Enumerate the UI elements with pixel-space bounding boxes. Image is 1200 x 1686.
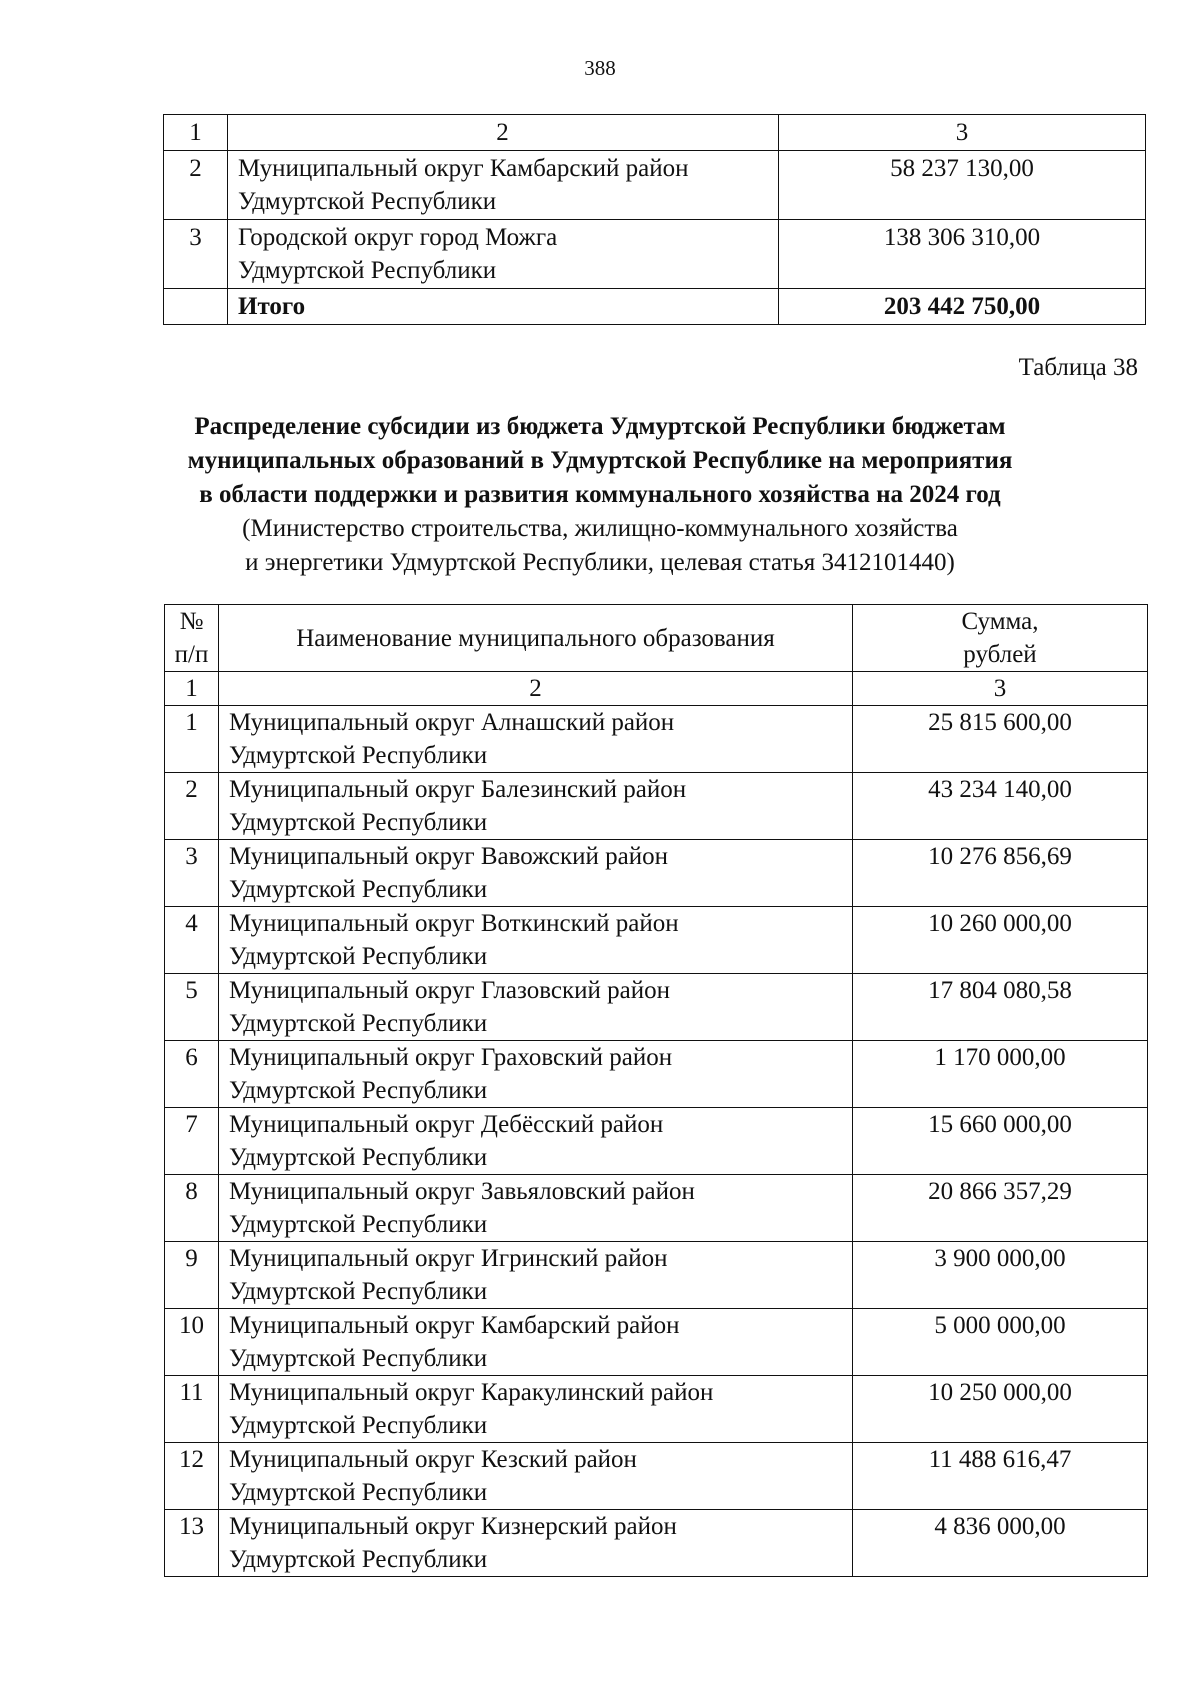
row-name-line1: Муниципальный округ Воткинский район: [229, 910, 679, 937]
col-num-1: 1: [165, 672, 219, 706]
row-number: 10: [165, 1309, 219, 1376]
row-name-line2: Удмуртской Республики: [229, 943, 488, 970]
row-name-line2: Удмуртской Республики: [229, 1077, 488, 1104]
row-number: 12: [165, 1443, 219, 1510]
row-name: [228, 220, 779, 289]
row-number: 6: [165, 1041, 219, 1108]
header-num-line1: №: [179, 608, 204, 635]
row-name-line2: Удмуртской Республики: [229, 1546, 488, 1573]
table-row: [165, 907, 1148, 974]
row-name-line2: Удмуртской Республики: [229, 1010, 488, 1037]
row-name-line1: Муниципальный округ Кезский район: [229, 1446, 637, 1473]
col-num-3: 3: [853, 672, 1148, 706]
table-row: [165, 1309, 1148, 1376]
header-amount: [853, 605, 1148, 672]
header-amount-line2: рублей: [963, 641, 1037, 668]
row-name-line1: Муниципальный округ Граховский район: [229, 1044, 673, 1071]
title-line-3: в области поддержки и развития коммунального хозяйства на 2024 год: [199, 481, 1001, 508]
table-row: [164, 151, 1146, 220]
title-line-5: и энергетики Удмуртской Республики, целевая статья 3412101440): [245, 549, 955, 576]
total-empty-cell: [164, 289, 228, 325]
row-name-line1: Муниципальный округ Завьяловский район: [229, 1178, 695, 1205]
row-name-line2: Удмуртской Республики: [229, 876, 488, 903]
row-amount: 4 836 000,00: [853, 1510, 1148, 1577]
table-row: [165, 1175, 1148, 1242]
row-name-line1: Городской округ город Можга: [238, 224, 558, 251]
row-name: [219, 1175, 853, 1242]
row-name-line2: Удмуртской Республики: [229, 1412, 488, 1439]
row-amount: 10 276 856,69: [853, 840, 1148, 907]
row-name-line2: Удмуртской Республики: [229, 742, 488, 769]
row-name-line1: Муниципальный округ Вавожский район: [229, 843, 669, 870]
row-amount: 25 815 600,00: [853, 706, 1148, 773]
total-label: Итого: [228, 289, 779, 325]
table-label: Таблица 38: [1018, 354, 1138, 381]
row-name-line2: Удмуртской Республики: [229, 1345, 488, 1372]
row-amount: 15 660 000,00: [853, 1108, 1148, 1175]
row-name-line1: Муниципальный округ Балезинский район: [229, 776, 687, 803]
row-name: [219, 706, 853, 773]
row-name: [219, 974, 853, 1041]
row-amount: 11 488 616,47: [853, 1443, 1148, 1510]
row-name-line1: Муниципальный округ Дебёсский район: [229, 1111, 664, 1138]
title-line-1: Распределение субсидии из бюджета Удмуртской Республики бюджетам: [194, 413, 1006, 440]
row-name-line2: Удмуртской Республики: [229, 1211, 488, 1238]
row-name: [228, 151, 779, 220]
row-amount: 10 260 000,00: [853, 907, 1148, 974]
row-number: 13: [165, 1510, 219, 1577]
row-name: [219, 907, 853, 974]
header-amount-line1: Сумма,: [961, 608, 1039, 635]
row-amount: 17 804 080,58: [853, 974, 1148, 1041]
table-row: [165, 1510, 1148, 1577]
row-name-line1: Муниципальный округ Каракулинский район: [229, 1379, 714, 1406]
row-name-line1: Муниципальный округ Камбарский район: [229, 1312, 680, 1339]
page-number: 388: [584, 56, 616, 80]
row-number: 1: [165, 706, 219, 773]
row-amount: 20 866 357,29: [853, 1175, 1148, 1242]
top-col-num-3: 3: [779, 115, 1146, 151]
row-name-line1: Муниципальный округ Алнашский район: [229, 709, 675, 736]
table-row: [165, 1108, 1148, 1175]
row-number: 9: [165, 1242, 219, 1309]
row-name-line1: Муниципальный округ Кизнерский район: [229, 1513, 677, 1540]
table-row: [164, 220, 1146, 289]
row-name-line2: Удмуртской Республики: [229, 1479, 488, 1506]
row-number: 7: [165, 1108, 219, 1175]
row-name: [219, 840, 853, 907]
header-num: [165, 605, 219, 672]
row-amount: 5 000 000,00: [853, 1309, 1148, 1376]
table-row: [165, 773, 1148, 840]
table-row: [165, 974, 1148, 1041]
row-name: [219, 1309, 853, 1376]
top-col-num-2: 2: [228, 115, 779, 151]
total-row: [164, 289, 1146, 325]
row-number: 3: [165, 840, 219, 907]
row-name: [219, 1510, 853, 1577]
header-num-line2: п/п: [174, 641, 209, 668]
row-name-line2: Удмуртской Республики: [238, 257, 497, 284]
table-row: [165, 1041, 1148, 1108]
title-line-2: муниципальных образований в Удмуртской Республике на мероприятия: [187, 447, 1013, 474]
row-name: [219, 1443, 853, 1510]
header-name: Наименование муниципального образования: [219, 605, 853, 672]
row-name: [219, 1108, 853, 1175]
row-number: 5: [165, 974, 219, 1041]
row-amount: 58 237 130,00: [779, 151, 1146, 220]
subsidy-distribution-table: [164, 604, 1148, 1577]
column-numbering-row: [165, 672, 1148, 706]
document-title: [0, 410, 1200, 580]
row-number: 11: [165, 1376, 219, 1443]
row-number: 4: [165, 907, 219, 974]
row-name: [219, 1041, 853, 1108]
title-line-4: (Министерство строительства, жилищно-коммунального хозяйства: [242, 515, 958, 542]
row-name-line1: Муниципальный округ Глазовский район: [229, 977, 670, 1004]
top-col-num-1: 1: [164, 115, 228, 151]
row-name-line2: Удмуртской Республики: [229, 809, 488, 836]
row-number: 2: [164, 151, 228, 220]
row-name-line2: Удмуртской Республики: [238, 188, 497, 215]
row-amount: 43 234 140,00: [853, 773, 1148, 840]
total-amount: 203 442 750,00: [779, 289, 1146, 325]
row-amount: 138 306 310,00: [779, 220, 1146, 289]
row-number: 2: [165, 773, 219, 840]
table-row: [165, 840, 1148, 907]
table-row: [165, 1376, 1148, 1443]
row-name: [219, 1242, 853, 1309]
row-name-line1: Муниципальный округ Камбарский район: [238, 155, 689, 182]
row-name: [219, 1376, 853, 1443]
continued-table: [163, 114, 1146, 325]
row-amount: 1 170 000,00: [853, 1041, 1148, 1108]
table-row: [165, 1443, 1148, 1510]
row-amount: 10 250 000,00: [853, 1376, 1148, 1443]
row-name-line2: Удмуртской Республики: [229, 1278, 488, 1305]
table-row: [165, 1242, 1148, 1309]
row-number: 3: [164, 220, 228, 289]
row-name: [219, 773, 853, 840]
col-num-2: 2: [219, 672, 853, 706]
table-row: [165, 706, 1148, 773]
row-amount: 3 900 000,00: [853, 1242, 1148, 1309]
table-header-row: [165, 605, 1148, 672]
top-table-numbering-row: [164, 115, 1146, 151]
row-name-line2: Удмуртской Республики: [229, 1144, 488, 1171]
row-name-line1: Муниципальный округ Игринский район: [229, 1245, 668, 1272]
row-number: 8: [165, 1175, 219, 1242]
